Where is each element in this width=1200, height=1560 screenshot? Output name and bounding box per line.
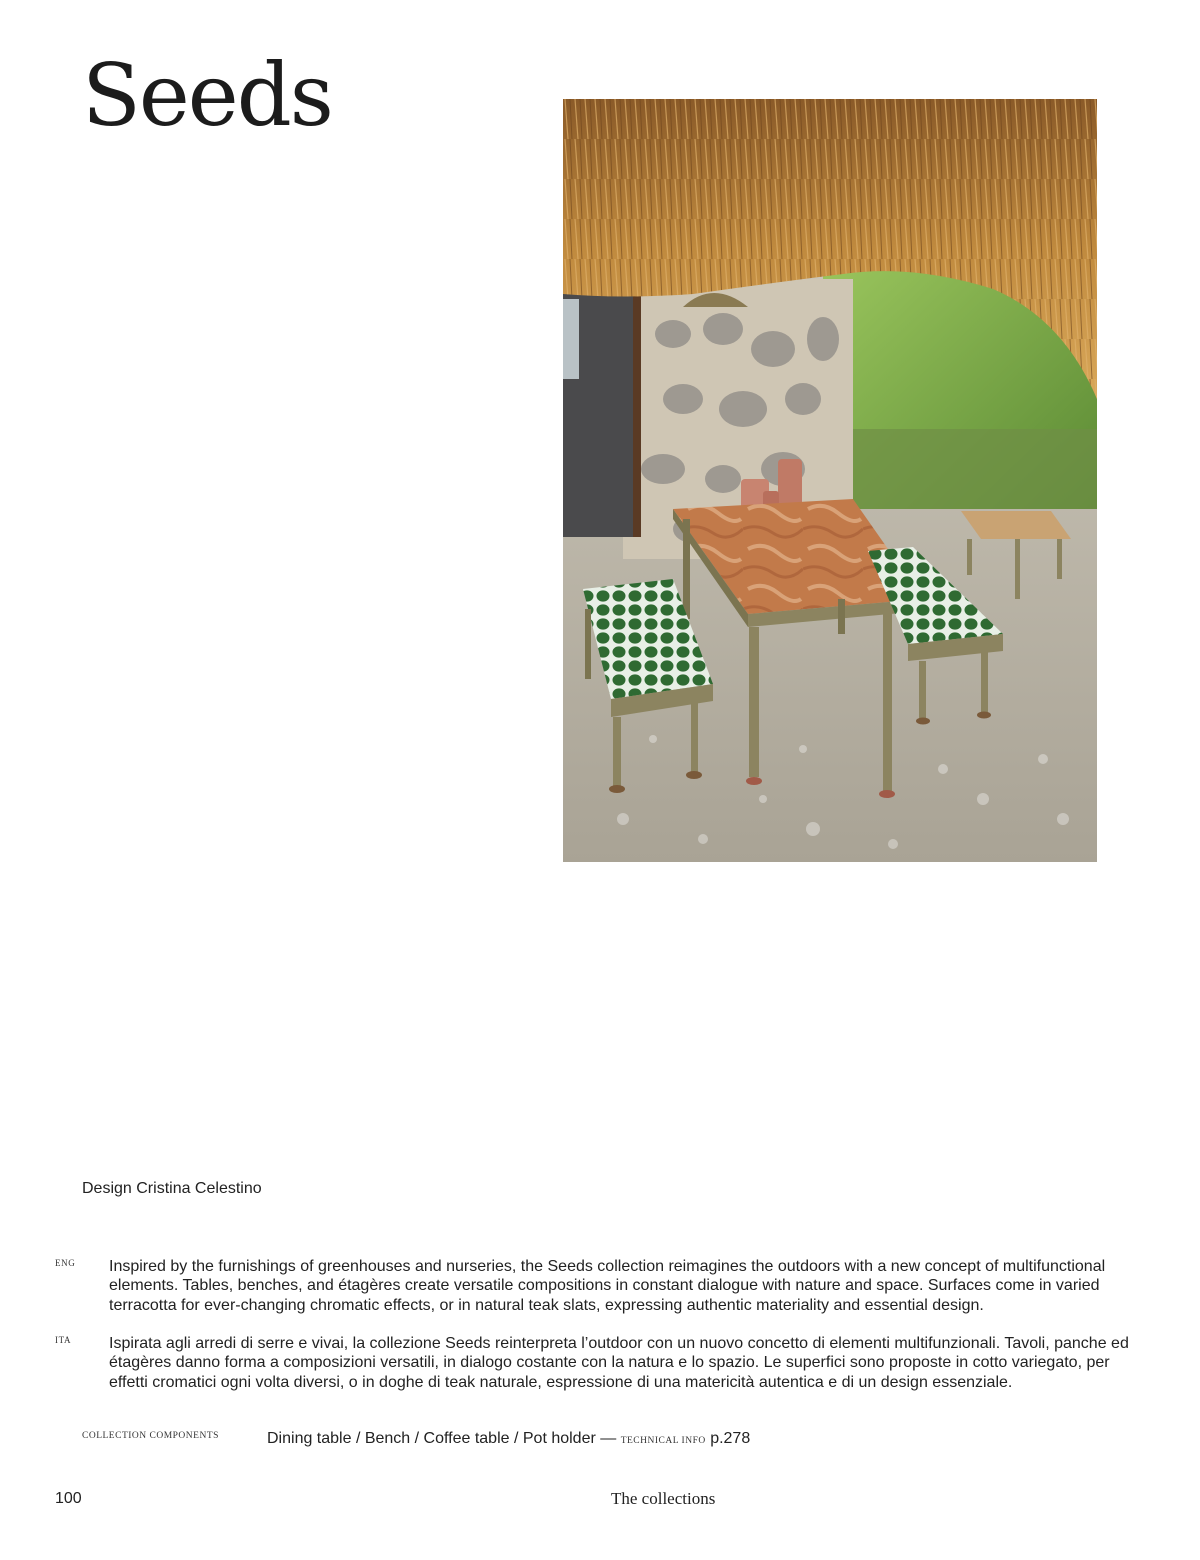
technical-info-link[interactable] bbox=[621, 1430, 751, 1447]
description-english: Inspired by the furnishings of greenhouses and nurseries, the Seeds collection reimagines the outdoors with a new concept of multifunctional elements. Tables, benches, and étagères create versatile compositions in constant dialogue with nature and space. Surfaces come in varied terracotta for ever-changing chromatic effects, or in natural teak slats, expressing authentic materiality and essential design. bbox=[109, 1258, 1106, 1314]
collection-components bbox=[267, 1430, 750, 1448]
collection-components-label: COLLECTION COMPONENTS bbox=[82, 1431, 219, 1441]
collection-photo bbox=[563, 99, 1097, 862]
components-list: Dining table / Bench / Coffee table / Pot holder bbox=[267, 1430, 596, 1447]
design-credit: Design Cristina Celestino bbox=[82, 1180, 262, 1197]
technical-info-page: p.278 bbox=[710, 1430, 751, 1447]
language-label-ita: ITA bbox=[55, 1335, 72, 1345]
language-label-eng: ENG bbox=[55, 1258, 76, 1268]
section-name: The collections bbox=[611, 1489, 716, 1508]
description-italian: Ispirata agli arredi di serre e vivai, la collezione Seeds reinterpreta l’outdoor con un nuovo concetto di elementi multifunzionali. Tavoli, panche ed étagères danno forma a composizioni versatili, in dialogo costante con la natura e lo spazio. Le superfici sono proposte in cotto variegato, per effetti cromatici ogni volta diversi, o in doghe di teak naturale, espressione di una matericità autentica e di un design essenziale. bbox=[109, 1335, 1129, 1391]
page-number: 100 bbox=[55, 1490, 82, 1507]
page-title: Seeds bbox=[82, 46, 332, 146]
technical-info-label: TECHNICAL INFO bbox=[620, 1436, 706, 1446]
components-separator: — bbox=[595, 1430, 621, 1447]
photo-illustration bbox=[563, 99, 1097, 862]
